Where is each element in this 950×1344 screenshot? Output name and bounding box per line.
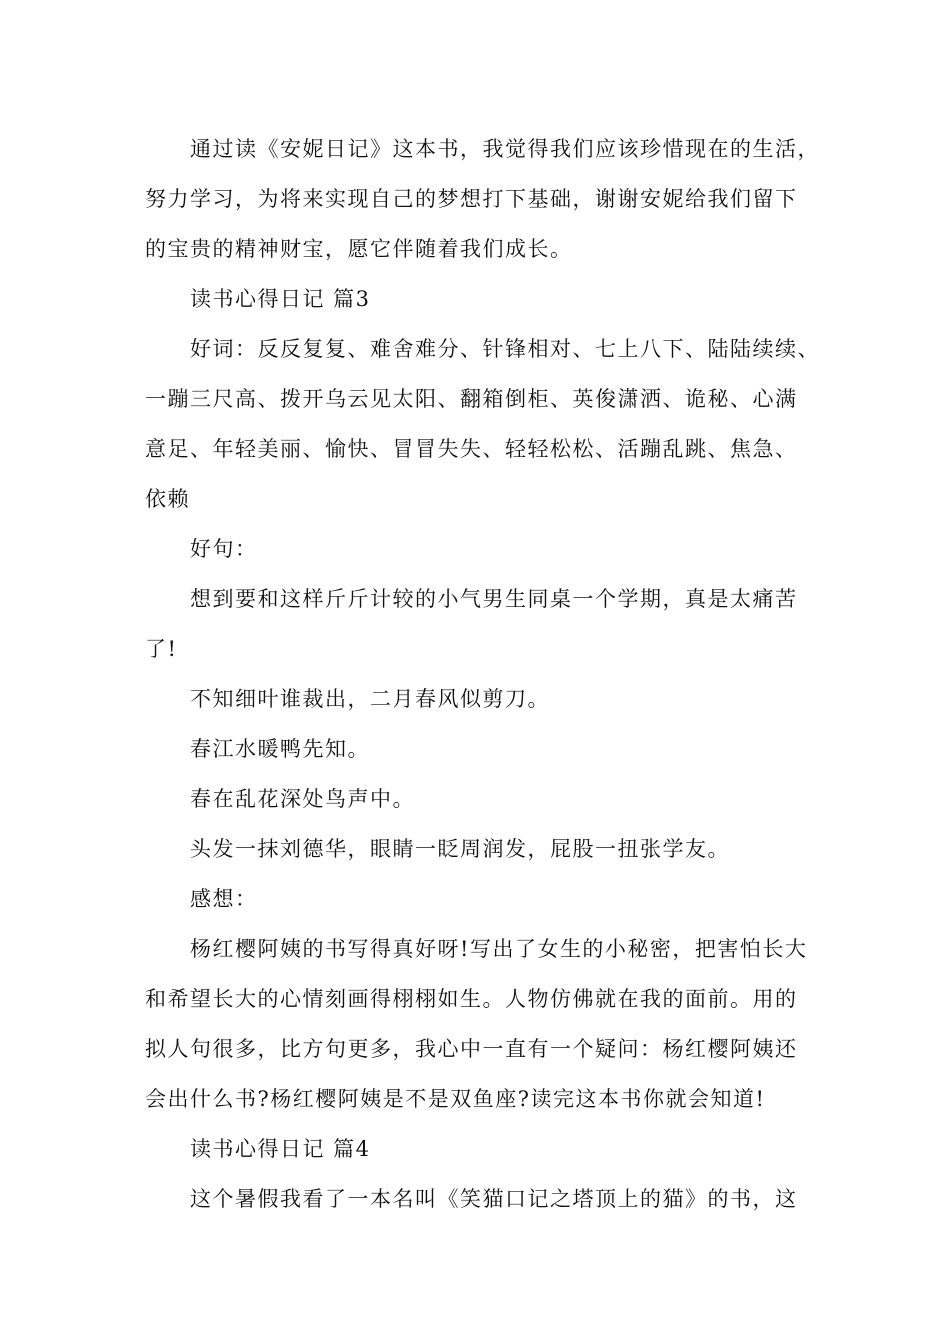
text-line: 这个暑假我看了一本名叫《笑猫口记之塔顶上的猫》的书，这	[190, 1187, 798, 1211]
sentence-willow-poem	[145, 674, 825, 724]
text-line: 好词：反反复复、难舍难分、针锋相对、七上八下、陆陆续续、	[190, 337, 820, 361]
text-line: 想到要和这样斤斤计较的小气男生同桌一个学期，真是太痛苦	[190, 587, 798, 611]
text-line: 拟人句很多，比方句更多，我心中一直有一个疑问：杨红樱阿姨还	[145, 1037, 798, 1061]
text-line: 春江水暖鸭先知。	[190, 737, 370, 761]
text-line: 杨红樱阿姨的书写得真好呀!写出了女生的小秘密，把害怕长大	[190, 937, 808, 961]
text-line: 的宝贵的精神财宝，愿它伴随着我们成长。	[145, 237, 573, 261]
label-text: 感想：	[190, 887, 258, 911]
text-line: 通过读《安妮日记》这本书，我觉得我们应该珍惜现在的生活，	[190, 137, 820, 161]
text-line: 依赖	[145, 487, 190, 511]
text-line: 会出什么书?杨红樱阿姨是不是双鱼座?读完这本书你就会知道!	[145, 1087, 766, 1111]
sentence-deskmate	[145, 574, 825, 674]
sentence-celebrities	[145, 824, 825, 874]
text-line: 意足、年轻美丽、愉快、冒冒失失、轻轻松松、活蹦乱跳、焦急、	[145, 437, 798, 461]
label-good-sentences	[145, 524, 825, 574]
sentence-spring-flowers	[145, 774, 825, 824]
document-body	[145, 124, 825, 1224]
paragraph-summer-book	[145, 1174, 825, 1224]
paragraph-anne-diary-reflection	[145, 124, 825, 274]
text-line: 不知细叶谁裁出，二月春风似剪刀。	[190, 687, 550, 711]
text-line: 头发一抹刘德华，眼睛一眨周润发，屁股一扭张学友。	[190, 837, 730, 861]
text-line: 了!	[145, 637, 178, 661]
text-line: 和希望长大的心情刻画得栩栩如生。人物仿佛就在我的面前。用的	[145, 987, 798, 1011]
paragraph-good-words	[145, 324, 825, 524]
label-thoughts	[145, 874, 825, 924]
paragraph-thoughts-body	[145, 924, 825, 1124]
section-heading-part-4	[145, 1124, 825, 1174]
section-heading-part-3	[145, 274, 825, 324]
text-line: 一蹦三尺高、拨开乌云见太阳、翻箱倒柜、英俊潇洒、诡秘、心满	[145, 387, 798, 411]
label-text: 好句：	[190, 537, 258, 561]
heading-text: 读书心得日记 篇3	[190, 287, 371, 311]
text-line: 努力学习，为将来实现自己的梦想打下基础，谢谢安妮给我们留下	[145, 187, 798, 211]
heading-text: 读书心得日记 篇4	[190, 1137, 371, 1161]
sentence-spring-river	[145, 724, 825, 774]
text-line: 春在乱花深处鸟声中。	[190, 787, 415, 811]
